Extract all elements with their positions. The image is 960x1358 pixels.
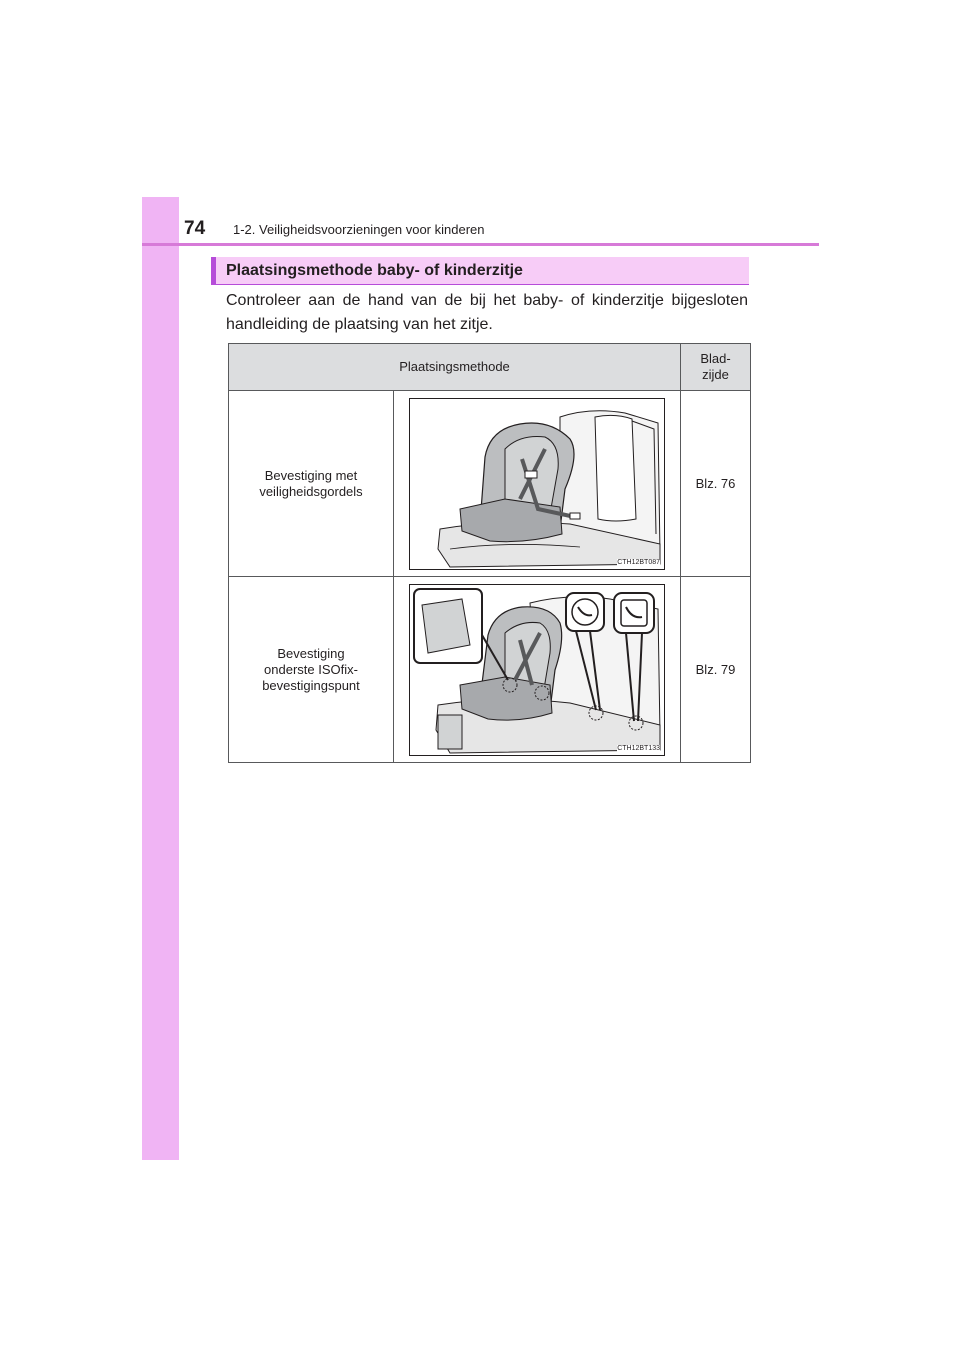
child-seat-isofix-drawing bbox=[410, 585, 664, 755]
method-cell bbox=[229, 391, 394, 577]
figure-code: CTH12BT133 bbox=[617, 744, 660, 752]
table-row bbox=[229, 391, 751, 577]
header-page bbox=[681, 344, 751, 391]
child-seat-seatbelt-drawing bbox=[410, 399, 664, 569]
page-ref-cell: Blz. 79 bbox=[681, 577, 751, 763]
isofix-install-illustration bbox=[409, 584, 665, 756]
chapter-side-tab bbox=[142, 197, 179, 1160]
page-ref-cell: Blz. 76 bbox=[681, 391, 751, 577]
running-head: 1-2. Veiligheidsvoorzieningen voor kinderen bbox=[233, 222, 485, 237]
figure-cell bbox=[394, 391, 681, 577]
table-row bbox=[229, 577, 751, 763]
section-intro: Controleer aan de hand van de bij het baby- of kinderzitje bijgesloten handleiding de plaatsing van het zitje. bbox=[226, 292, 748, 333]
method-cell bbox=[229, 577, 394, 763]
method-label: Bevestiging met veiligheidsgordels bbox=[259, 467, 363, 499]
figure-cell bbox=[394, 577, 681, 763]
header-method: Plaatsingsmethode bbox=[229, 344, 681, 391]
header-rule bbox=[142, 243, 819, 246]
installation-methods-table bbox=[228, 343, 751, 763]
method-label: Bevestiging onderste ISOfix- bevestigingspunt bbox=[262, 645, 360, 693]
page-number: 74 bbox=[184, 218, 206, 239]
header-page-label: Blad- zijde bbox=[700, 351, 731, 382]
seatbelt-install-illustration bbox=[409, 398, 665, 570]
table-header-row bbox=[229, 344, 751, 391]
section-title: Plaatsingsmethode baby- of kinderzitje bbox=[211, 257, 749, 285]
figure-code: CTH12BT087 bbox=[617, 558, 660, 566]
